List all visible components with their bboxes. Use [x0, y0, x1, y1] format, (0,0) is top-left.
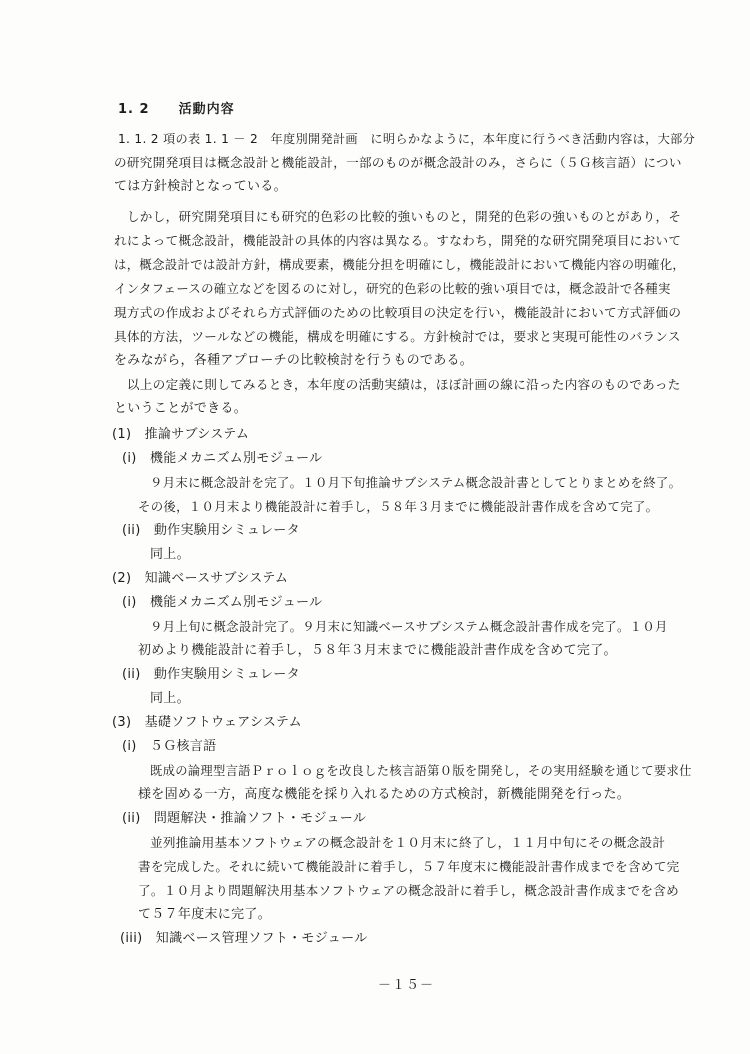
- paragraph-line: 以上の定義に則してみるとき，本年度の活動実績は，ほぼ計画の線に沿った内容のものであった: [114, 377, 681, 392]
- list-item-text: て５７年度末に完了。: [138, 907, 272, 922]
- paragraph-line: ては方針検討となっている。: [114, 179, 287, 194]
- paragraph-line: の研究開発項目は概念設計と機能設計，一部のものが概念設計のみ，さらに（５Ｇ核言語）につい: [114, 155, 682, 170]
- paragraph-line: しかし，研究開発項目にも研究的色彩の比較的強いものと，開発的色彩の強いものとがあり，そ: [114, 209, 682, 224]
- list-item-text: ９月末に概念設計を完了。１０月下旬推論サブシステム概念設計書としてとりまとめを終了。: [150, 475, 682, 490]
- section-number: 1. 2: [118, 102, 150, 117]
- list-heading: (3) 基礎ソフトウェアシステム: [112, 715, 302, 730]
- list-item-text: 同上。: [150, 547, 190, 562]
- sublist-heading: (ii) 問題解決・推論ソフト・モジュール: [122, 811, 367, 826]
- paragraph-line: 現方式の作成およびそれら方式評価のための比較項目の決定を行い，機能設計において方式評価の: [114, 305, 682, 320]
- section-title: 活動内容: [178, 102, 235, 117]
- list-item-text: 様を固める一方，高度な機能を採り入れるための方式検討，新機能開発を行った。: [138, 787, 631, 802]
- paragraph-line: 1. 1. 2 項の表 1. 1 － 2 年度別開発計画 に明らかなように，本年度に行うべき活動内容は，大部分: [118, 132, 696, 146]
- list-heading: (2) 知識ベースサブシステム: [112, 571, 289, 586]
- list-item-text: 同上。: [150, 691, 190, 706]
- paragraph-line: インタフェースの確立などを図るのに対し，研究的色彩の比較的強い項目では，概念設計で各種実: [114, 281, 671, 296]
- list-item-text: ９月上旬に概念設計完了。９月末に知識ベースサブシステム概念設計書作成を完了。１０月: [150, 619, 668, 634]
- sublist-heading: (iii) 知識ベース管理ソフト・モジュール: [120, 931, 368, 946]
- paragraph-line: をみながら，各種アプローチの比較検討を行うものである。: [114, 353, 474, 368]
- section-heading: [118, 102, 235, 118]
- list-item-text: 並列推論用基本ソフトウェアの概念設計を１０月末に終了し，１１月中旬にその概念設計: [150, 835, 666, 850]
- list-item-text: 既成の論理型言語Ｐｒｏｌｏｇを改良した核言語第０版を開発し，その実用経験を通じて要求仕: [150, 764, 692, 778]
- sublist-heading: (i) 機能メカニズム別モジュール: [122, 595, 323, 610]
- sublist-heading: (ii) 動作実験用シミュレータ: [122, 667, 300, 682]
- sublist-heading: (ii) 動作実験用シミュレータ: [122, 523, 300, 538]
- paragraph-line: 具体的方法，ツールなどの機能，構成を明確にする。方針検討では，要求と実現可能性のバランス: [114, 329, 681, 344]
- list-item-text: その後，１０月末より機能設計に着手し，５８年３月までに機能設計書作成を含めて完了。: [138, 499, 659, 514]
- list-item-text: 初めより機能設計に着手し，５８年３月末までに機能設計書作成を含めて完了。: [138, 643, 617, 658]
- paragraph-line: ということができる。: [114, 401, 248, 416]
- list-item-text: 書を完成した。それに続いて機能設計に着手し，５７年度末に機能設計書作成までを含めて完: [138, 859, 680, 874]
- paragraph-line: れによって概念設計，機能設計の具体的内容は異なる。すなわち，開発的な研究開発項目において: [114, 233, 682, 248]
- list-item-text: 了。１０月より問題解決用基本ソフトウェアの概念設計に着手し，概念設計書作成までを含め: [138, 883, 680, 898]
- list-heading: (1) 推論サブシステム: [112, 427, 250, 442]
- sublist-heading: (i) ５Ｇ核言語: [122, 739, 217, 754]
- paragraph-line: は，概念設計では設計方針，構成要素，機能分担を明確にし，機能設計において機能内容の明確化，: [114, 257, 686, 272]
- page-number: －１５－: [378, 978, 435, 993]
- sublist-heading: (i) 機能メカニズム別モジュール: [122, 451, 323, 466]
